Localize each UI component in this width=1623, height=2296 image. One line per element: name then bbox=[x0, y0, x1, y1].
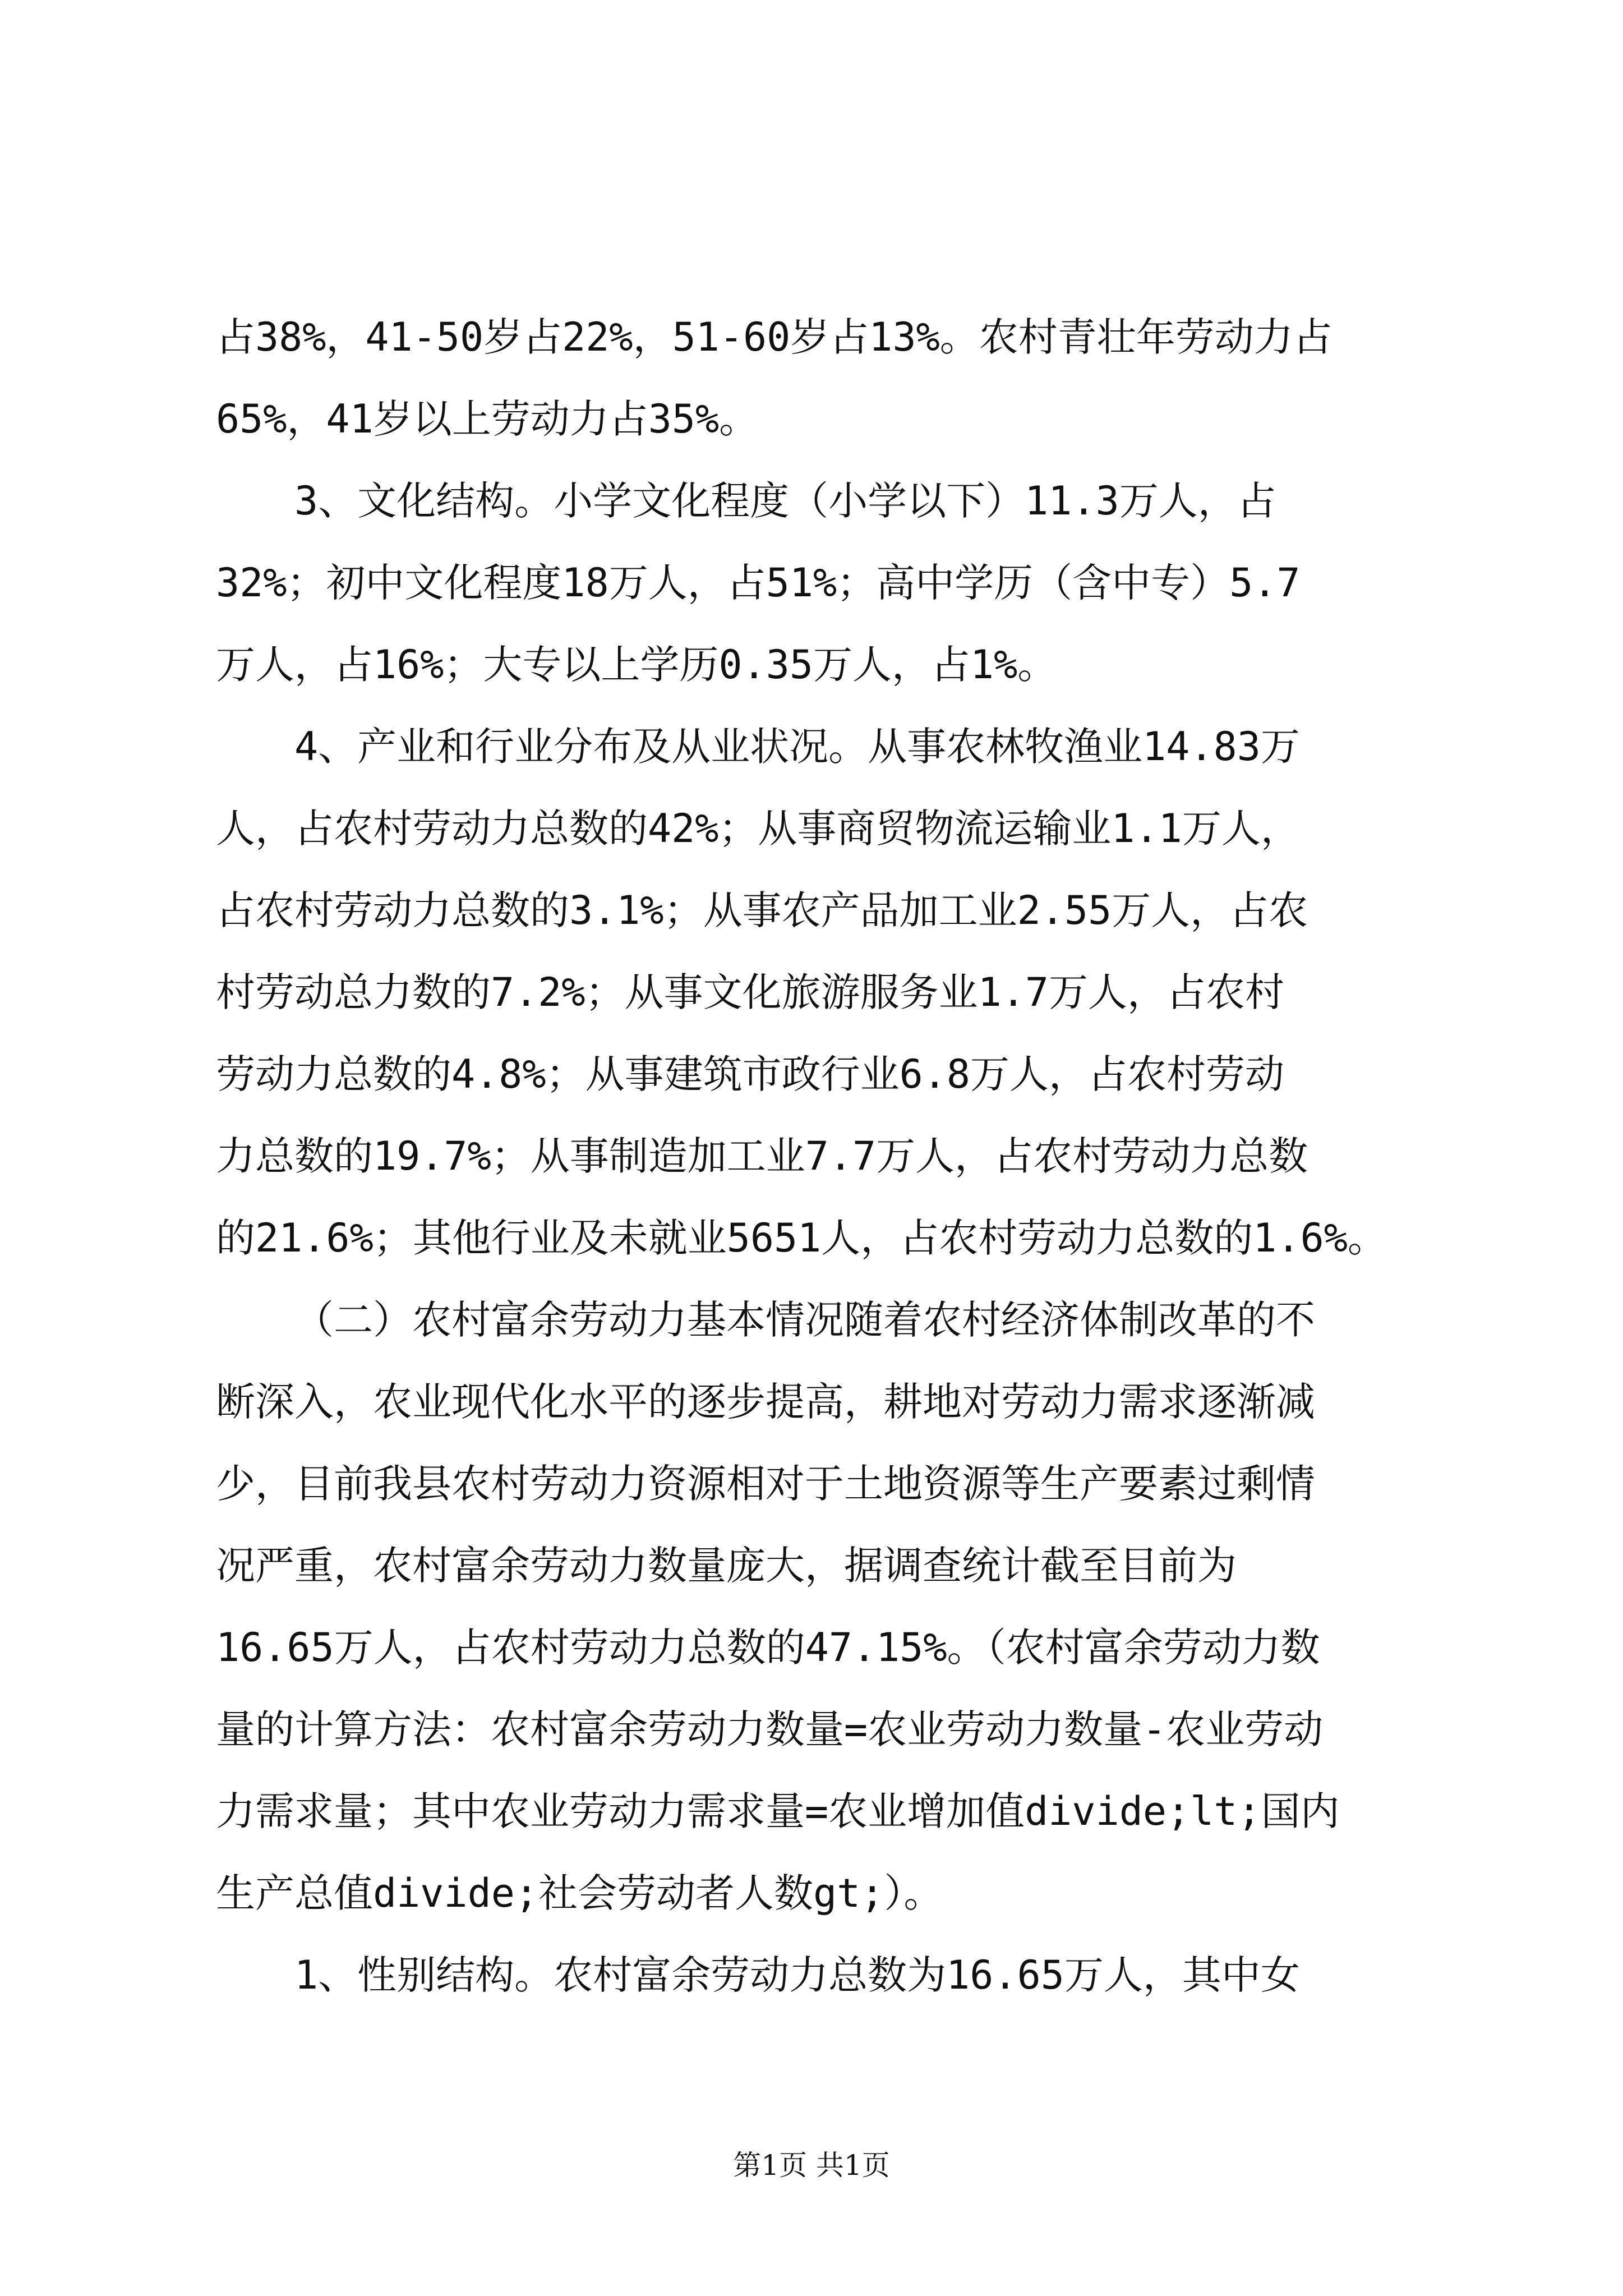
text-line: 村劳动总力数的7.2%；从事文化旅游服务业1.7万人，占农村 bbox=[216, 969, 1285, 1015]
document-body bbox=[216, 296, 1422, 2016]
text-line: 量的计算方法：农村富余劳动力数量=农业劳动力数量-农业劳动 bbox=[216, 1706, 1324, 1752]
text-line: 65%，41岁以上劳动力占35%。 bbox=[216, 396, 759, 442]
text-line: （二）农村富余劳动力基本情况随着农村经济体制改革的不 bbox=[294, 1297, 1315, 1343]
text-line: 人，占农村劳动力总数的42%；从事商贸物流运输业1.1万人， bbox=[216, 806, 1300, 852]
text-line: 况严重，农村富余劳动力数量庞大，据调查统计截至目前为 bbox=[216, 1543, 1237, 1589]
text-line: 占38%，41-50岁占22%，51-60岁占13%。农村青壮年劳动力占 bbox=[216, 314, 1332, 360]
text-line: 32%；初中文化程度18万人，占51%；高中学历（含中专）5.7 bbox=[216, 560, 1301, 606]
text-line: 占农村劳动力总数的3.1%；从事农产品加工业2.55万人，占农 bbox=[216, 887, 1308, 933]
text-line: 万人，占16%；大专以上学历0.35万人，占1%。 bbox=[216, 642, 1057, 688]
text-line: 4、产业和行业分布及从业状况。从事农林牧渔业14.83万 bbox=[294, 724, 1300, 770]
text-line: 1、性别结构。农村富余劳动力总数为16.65万人，其中女 bbox=[294, 1952, 1300, 1998]
text-line: 生产总值divide;社会劳动者人数gt;）。 bbox=[216, 1870, 943, 1916]
text-line: 力需求量；其中农业劳动力需求量=农业增加值divide;lt;国内 bbox=[216, 1788, 1340, 1834]
text-line: 的21.6%；其他行业及未就业5651人，占农村劳动力总数的1.6%。 bbox=[216, 1215, 1387, 1261]
text-line: 断深入，农业现代化水平的逐步提高，耕地对劳动力需求逐渐减 bbox=[216, 1379, 1315, 1425]
text-line: 3、文化结构。小学文化程度（小学以下）11.3万人，占 bbox=[294, 478, 1276, 524]
text-line: 力总数的19.7%；从事制造加工业7.7万人，占农村劳动力总数 bbox=[216, 1133, 1308, 1179]
text-line: 16.65万人，占农村劳动力总数的47.15%。（农村富余劳动力数 bbox=[216, 1625, 1320, 1671]
text-line: 少，目前我县农村劳动力资源相对于土地资源等生产要素过剩情 bbox=[216, 1461, 1315, 1507]
page-footer: 第1页 共1页 bbox=[733, 2149, 890, 2182]
text-line: 劳动力总数的4.8%；从事建筑市政行业6.8万人，占农村劳动 bbox=[216, 1051, 1285, 1097]
